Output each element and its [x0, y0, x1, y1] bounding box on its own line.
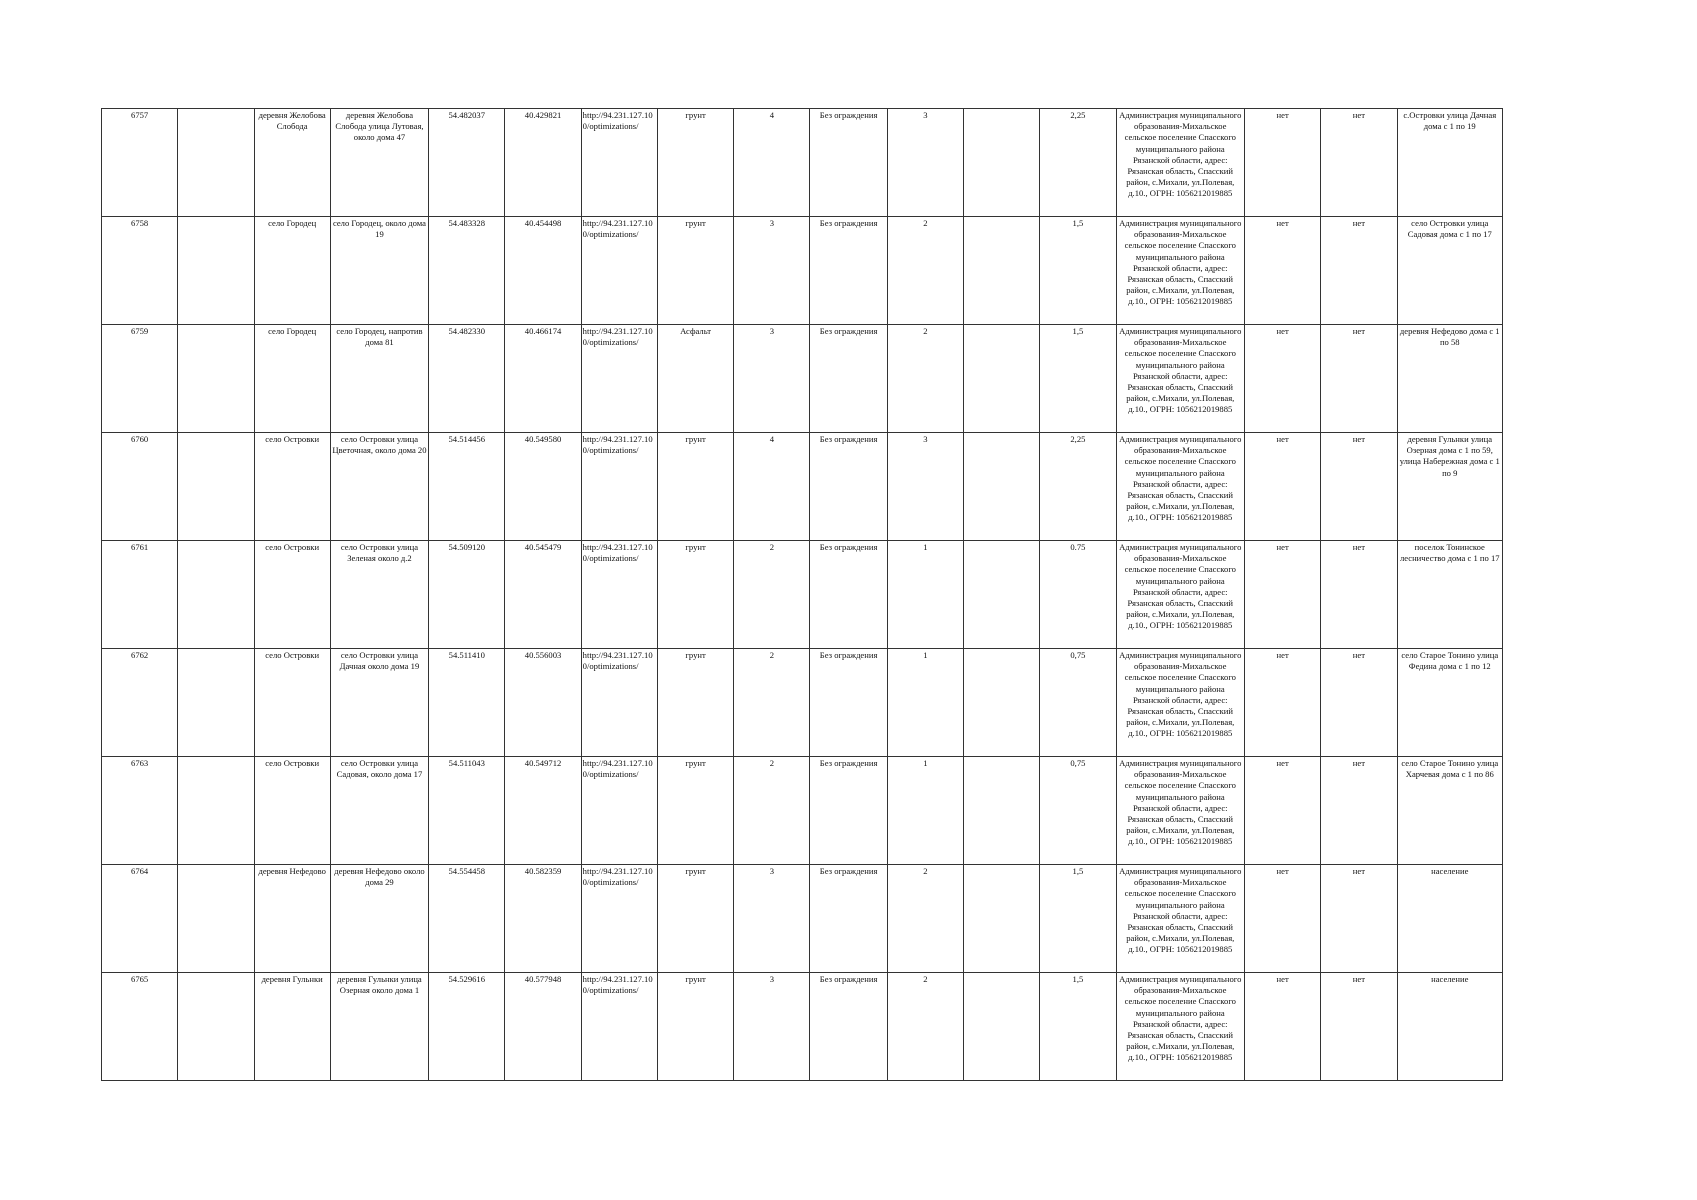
- address-cell: село Островки улица Зеленая около д.2: [330, 541, 428, 649]
- flag-cell: нет: [1321, 541, 1397, 649]
- empty-cell: [178, 541, 254, 649]
- containers-count-cell: 1: [887, 757, 963, 865]
- area-cell: 2: [734, 757, 810, 865]
- settlement-cell: село Островки: [254, 757, 330, 865]
- flag-cell: нет: [1321, 865, 1397, 973]
- flag-cell: нет: [1321, 109, 1397, 217]
- flag-cell: нет: [1321, 649, 1397, 757]
- row-number: 6762: [102, 649, 178, 757]
- owner-cell: Администрация муниципального образования-Михальское сельское поселение Спасского муниципального района Рязанской области, адрес: Рязанская область, Спасский район, с.Михали, ул.Полевая, д.10., ОГРН: 1056212019885: [1116, 217, 1244, 325]
- table-row: [102, 541, 1503, 649]
- link-cell[interactable]: http://94.231.127.10 0/optimizations/: [581, 109, 657, 217]
- fence-cell: Без ограждения: [810, 217, 887, 325]
- flag-cell: нет: [1244, 865, 1320, 973]
- empty-cell: [178, 649, 254, 757]
- volume-cell: 2,25: [1040, 433, 1116, 541]
- link-cell[interactable]: http://94.231.127.10 0/optimizations/: [581, 757, 657, 865]
- area-cell: 4: [734, 433, 810, 541]
- containers-count-cell: 2: [887, 217, 963, 325]
- owner-cell: Администрация муниципального образования-Михальское сельское поселение Спасского муниципального района Рязанской области, адрес: Рязанская область, Спасский район, с.Михали, ул.Полевая, д.10., ОГРН: 1056212019885: [1116, 433, 1244, 541]
- empty-cell: [178, 865, 254, 973]
- waste-sources-cell: село Старое Тонино улица Федина дома с 1 по 12: [1397, 649, 1502, 757]
- flag-cell: нет: [1321, 757, 1397, 865]
- latitude-cell: 54.511043: [429, 757, 505, 865]
- containers-count-cell: 2: [887, 325, 963, 433]
- settlement-cell: деревня Гульнки: [254, 973, 330, 1081]
- flag-cell: нет: [1244, 217, 1320, 325]
- owner-cell: Администрация муниципального образования-Михальское сельское поселение Спасского муниципального района Рязанской области, адрес: Рязанская область, Спасский район, с.Михали, ул.Полевая, д.10., ОГРН: 1056212019885: [1116, 541, 1244, 649]
- empty-cell: [964, 649, 1040, 757]
- area-cell: 3: [734, 865, 810, 973]
- surface-cell: грунт: [657, 757, 733, 865]
- empty-cell: [178, 973, 254, 1081]
- row-number: 6763: [102, 757, 178, 865]
- containers-count-cell: 1: [887, 649, 963, 757]
- table-body: [102, 109, 1503, 1081]
- empty-cell: [964, 325, 1040, 433]
- table-row: [102, 757, 1503, 865]
- settlement-cell: село Островки: [254, 541, 330, 649]
- link-cell[interactable]: http://94.231.127.10 0/optimizations/: [581, 433, 657, 541]
- waste-sources-cell: деревня Нефедово дома с 1 по 58: [1397, 325, 1502, 433]
- containers-count-cell: 3: [887, 109, 963, 217]
- area-cell: 3: [734, 325, 810, 433]
- volume-cell: 1,5: [1040, 217, 1116, 325]
- latitude-cell: 54.482037: [429, 109, 505, 217]
- table-row: [102, 973, 1503, 1081]
- area-cell: 3: [734, 973, 810, 1081]
- volume-cell: 2,25: [1040, 109, 1116, 217]
- flag-cell: нет: [1321, 973, 1397, 1081]
- fence-cell: Без ограждения: [810, 325, 887, 433]
- area-cell: 3: [734, 217, 810, 325]
- row-number: 6760: [102, 433, 178, 541]
- latitude-cell: 54.514456: [429, 433, 505, 541]
- empty-cell: [964, 757, 1040, 865]
- volume-cell: 1,5: [1040, 973, 1116, 1081]
- longitude-cell: 40.549712: [505, 757, 581, 865]
- flag-cell: нет: [1244, 973, 1320, 1081]
- owner-cell: Администрация муниципального образования-Михальское сельское поселение Спасского муниципального района Рязанской области, адрес: Рязанская область, Спасский район, с.Михали, ул.Полевая, д.10., ОГРН: 1056212019885: [1116, 757, 1244, 865]
- address-cell: деревня Гульнки улица Озерная около дома 1: [330, 973, 428, 1081]
- link-cell[interactable]: http://94.231.127.10 0/optimizations/: [581, 541, 657, 649]
- table-row: [102, 109, 1503, 217]
- surface-cell: грунт: [657, 433, 733, 541]
- table-row: [102, 325, 1503, 433]
- settlement-cell: село Городец: [254, 217, 330, 325]
- row-number: 6764: [102, 865, 178, 973]
- flag-cell: нет: [1244, 433, 1320, 541]
- empty-cell: [964, 865, 1040, 973]
- flag-cell: нет: [1244, 325, 1320, 433]
- surface-cell: Асфальт: [657, 325, 733, 433]
- fence-cell: Без ограждения: [810, 541, 887, 649]
- empty-cell: [178, 217, 254, 325]
- link-cell[interactable]: http://94.231.127.10 0/optimizations/: [581, 217, 657, 325]
- longitude-cell: 40.549580: [505, 433, 581, 541]
- settlement-cell: село Городец: [254, 325, 330, 433]
- settlement-cell: деревня Желобова Слобода: [254, 109, 330, 217]
- flag-cell: нет: [1321, 433, 1397, 541]
- surface-cell: грунт: [657, 865, 733, 973]
- flag-cell: нет: [1244, 541, 1320, 649]
- address-cell: село Городец, напротив дома 81: [330, 325, 428, 433]
- volume-cell: 0,75: [1040, 757, 1116, 865]
- fence-cell: Без ограждения: [810, 649, 887, 757]
- waste-sources-cell: деревня Гульнки улица Озерная дома с 1 по 59, улица Набережная дома с 1 по 9: [1397, 433, 1502, 541]
- volume-cell: 1,5: [1040, 325, 1116, 433]
- fence-cell: Без ограждения: [810, 865, 887, 973]
- surface-cell: грунт: [657, 217, 733, 325]
- latitude-cell: 54.509120: [429, 541, 505, 649]
- address-cell: село Островки улица Цветочная, около дома 20: [330, 433, 428, 541]
- volume-cell: 0,75: [1040, 649, 1116, 757]
- row-number: 6761: [102, 541, 178, 649]
- address-cell: село Островки улица Дачная около дома 19: [330, 649, 428, 757]
- longitude-cell: 40.545479: [505, 541, 581, 649]
- row-number: 6765: [102, 973, 178, 1081]
- empty-cell: [178, 325, 254, 433]
- latitude-cell: 54.483328: [429, 217, 505, 325]
- longitude-cell: 40.577948: [505, 973, 581, 1081]
- empty-cell: [178, 757, 254, 865]
- volume-cell: 1,5: [1040, 865, 1116, 973]
- volume-cell: 0.75: [1040, 541, 1116, 649]
- table-row: [102, 433, 1503, 541]
- address-cell: деревня Желобова Слобода улица Лутовая, около дома 47: [330, 109, 428, 217]
- empty-cell: [178, 109, 254, 217]
- fence-cell: Без ограждения: [810, 757, 887, 865]
- settlement-cell: деревня Нефедово: [254, 865, 330, 973]
- containers-count-cell: 2: [887, 973, 963, 1081]
- row-number: 6759: [102, 325, 178, 433]
- surface-cell: грунт: [657, 649, 733, 757]
- containers-count-cell: 3: [887, 433, 963, 541]
- fence-cell: Без ограждения: [810, 973, 887, 1081]
- waste-sources-cell: население: [1397, 973, 1502, 1081]
- table-row: [102, 865, 1503, 973]
- owner-cell: Администрация муниципального образования-Михальское сельское поселение Спасского муниципального района Рязанской области, адрес: Рязанская область, Спасский район, с.Михали, ул.Полевая, д.10., ОГРН: 1056212019885: [1116, 865, 1244, 973]
- row-number: 6758: [102, 217, 178, 325]
- link-cell[interactable]: http://94.231.127.10 0/optimizations/: [581, 325, 657, 433]
- link-cell[interactable]: http://94.231.127.10 0/optimizations/: [581, 649, 657, 757]
- surface-cell: грунт: [657, 973, 733, 1081]
- address-cell: село Островки улица Садовая, около дома 17: [330, 757, 428, 865]
- fence-cell: Без ограждения: [810, 433, 887, 541]
- flag-cell: нет: [1244, 757, 1320, 865]
- waste-sources-cell: с.Островки улица Дачная дома с 1 по 19: [1397, 109, 1502, 217]
- latitude-cell: 54.482330: [429, 325, 505, 433]
- link-cell[interactable]: http://94.231.127.10 0/optimizations/: [581, 865, 657, 973]
- address-cell: село Городец, около дома 19: [330, 217, 428, 325]
- table-row: [102, 217, 1503, 325]
- area-cell: 2: [734, 541, 810, 649]
- flag-cell: нет: [1321, 325, 1397, 433]
- flag-cell: нет: [1244, 109, 1320, 217]
- surface-cell: грунт: [657, 541, 733, 649]
- empty-cell: [964, 433, 1040, 541]
- link-cell[interactable]: http://94.231.127.10 0/optimizations/: [581, 973, 657, 1081]
- longitude-cell: 40.454498: [505, 217, 581, 325]
- area-cell: 2: [734, 649, 810, 757]
- fence-cell: Без ограждения: [810, 109, 887, 217]
- waste-sources-cell: село Островки улица Садовая дома с 1 по 17: [1397, 217, 1502, 325]
- address-cell: деревня Нефедово около дома 29: [330, 865, 428, 973]
- waste-sources-cell: поселок Тонинское лесничество дома с 1 по 17: [1397, 541, 1502, 649]
- longitude-cell: 40.556003: [505, 649, 581, 757]
- longitude-cell: 40.582359: [505, 865, 581, 973]
- owner-cell: Администрация муниципального образования-Михальское сельское поселение Спасского муниципального района Рязанской области, адрес: Рязанская область, Спасский район, с.Михали, ул.Полевая, д.10., ОГРН: 1056212019885: [1116, 325, 1244, 433]
- settlement-cell: село Островки: [254, 433, 330, 541]
- owner-cell: Администрация муниципального образования-Михальское сельское поселение Спасского муниципального района Рязанской области, адрес: Рязанская область, Спасский район, с.Михали, ул.Полевая, д.10., ОГРН: 1056212019885: [1116, 109, 1244, 217]
- empty-cell: [964, 973, 1040, 1081]
- empty-cell: [178, 433, 254, 541]
- waste-sources-cell: село Старое Тонино улица Харчевая дома с 1 по 86: [1397, 757, 1502, 865]
- empty-cell: [964, 217, 1040, 325]
- empty-cell: [964, 541, 1040, 649]
- empty-cell: [964, 109, 1040, 217]
- longitude-cell: 40.466174: [505, 325, 581, 433]
- containers-count-cell: 2: [887, 865, 963, 973]
- owner-cell: Администрация муниципального образования-Михальское сельское поселение Спасского муниципального района Рязанской области, адрес: Рязанская область, Спасский район, с.Михали, ул.Полевая, д.10., ОГРН: 1056212019885: [1116, 973, 1244, 1081]
- latitude-cell: 54.511410: [429, 649, 505, 757]
- surface-cell: грунт: [657, 109, 733, 217]
- row-number: 6757: [102, 109, 178, 217]
- area-cell: 4: [734, 109, 810, 217]
- waste-sources-cell: население: [1397, 865, 1502, 973]
- settlement-cell: село Островки: [254, 649, 330, 757]
- longitude-cell: 40.429821: [505, 109, 581, 217]
- latitude-cell: 54.529616: [429, 973, 505, 1081]
- owner-cell: Администрация муниципального образования-Михальское сельское поселение Спасского муниципального района Рязанской области, адрес: Рязанская область, Спасский район, с.Михали, ул.Полевая, д.10., ОГРН: 1056212019885: [1116, 649, 1244, 757]
- latitude-cell: 54.554458: [429, 865, 505, 973]
- flag-cell: нет: [1244, 649, 1320, 757]
- flag-cell: нет: [1321, 217, 1397, 325]
- container-sites-table: [101, 108, 1503, 1081]
- containers-count-cell: 1: [887, 541, 963, 649]
- table-row: [102, 649, 1503, 757]
